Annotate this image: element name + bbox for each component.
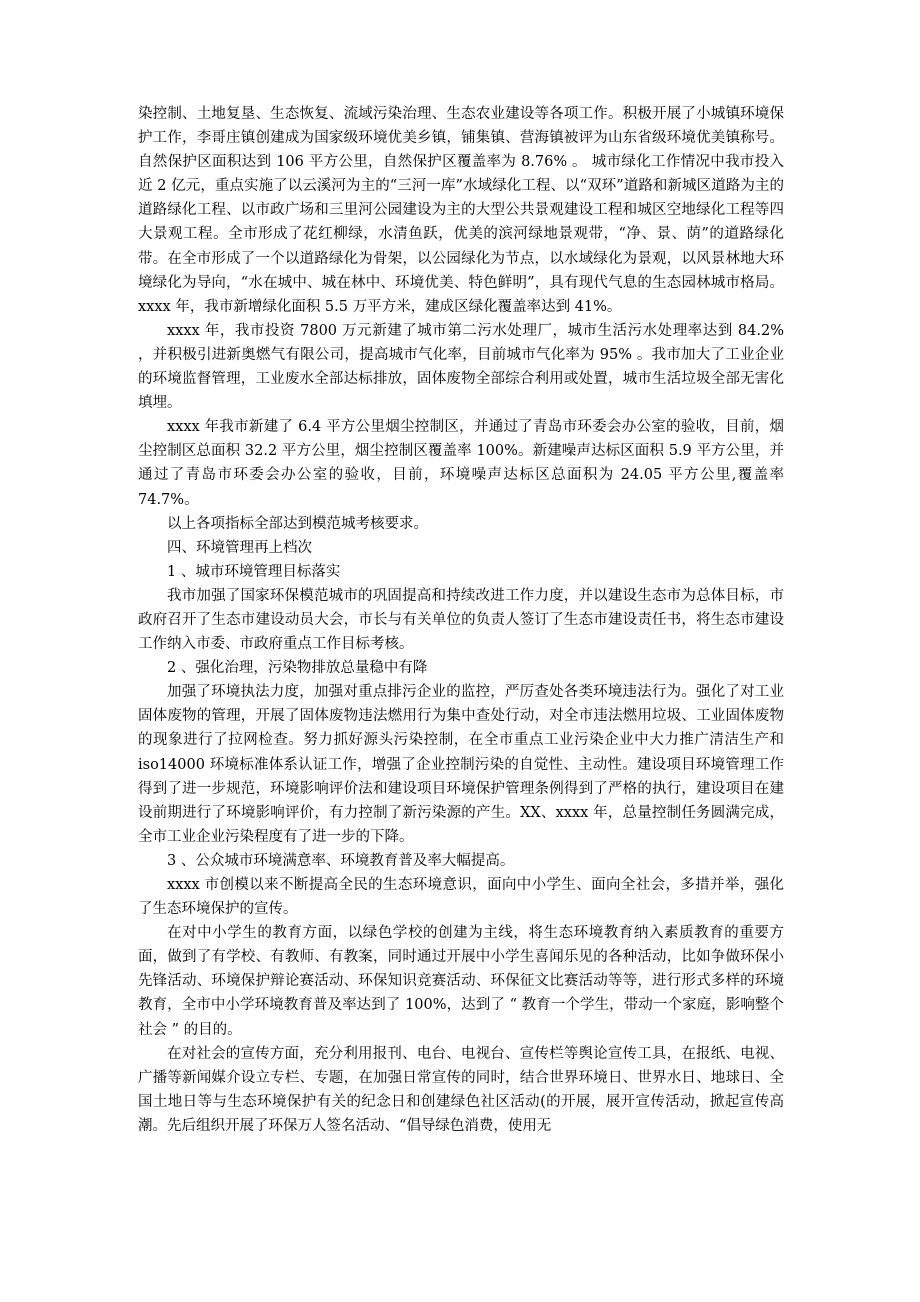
paragraph-9: 在对社会的宣传方面，充分利用报刊、电台、电视台、宣传栏等舆论宣传工具，在报纸、电视、广播等新闻媒介设立专栏、专题，在加强日常宣传的同时，结合世界环境日、世界水日、地球日、全国土地日等与生态环境保护有关的纪念日和创建绿色社区活动(的开展，展开宣传活动，掀起宣传高潮。先后组织开展了环保万人签名活动、“倡导绿色消费，使用无 xyxy=(138,1045,784,1134)
paragraph-4: 以上各项指标全部达到模范城考核要求。 xyxy=(167,515,428,532)
paragraph-7: xxxx 市创模以来不断提高全民的生态环境意识，面向中小学生、面向全社会，多措并举，强化了生态环境保护的宣传。 xyxy=(138,877,784,918)
subheading-3: 3 、公众城市环境满意率、环境教育普及率大幅提高。 xyxy=(167,852,515,869)
paragraph-5: 我市加强了国家环保模范城市的巩固提高和持续改进工作力度，并以建设生态市为总体目标，市政府召开了生态市建设动员大会，市长与有关单位的负责人签订了生态市建设责任书，将生态市建设工作纳入市委、市政府重点工作目标考核。 xyxy=(138,587,784,653)
paragraph-2: xxxx 年，我市投资 7800 万元新建了城市第二污水处理厂，城市生活污水处理率达到 84.2% ，并积极引进新奥燃气有限公司，提高城市气化率，目前城市气化率为 95% 。我市加大了工业企业的环境监督管理，工业废水全部达标排放，固体废物全部综合利用或处置，城市生活垃圾全部无害化填埋。 xyxy=(138,322,784,412)
section-heading-4: 四、环境管理再上档次 xyxy=(167,539,312,556)
paragraph-6: 加强了环境执法力度，加强对重点排污企业的监控，严厉查处各类环境违法行为。强化了对工业固体废物的管理，开展了固体废物违法燃用行为集中查处行动，对全市违法燃用垃圾、工业固体废物的现象进行了拉网检查。努力抓好源头污染控制，在全市重点工业污染企业中大力推广清洁生产和 iso14000 环境标准体系认证工作，增强了企业控制污染的自觉性、主动性。建设项目环境管理工作得到了进一步规范，环境影响评价法和建设项目环境保护管理条例得到了严格的执行，建设项目在建设前期进行了环境影响评价，有力控制了新污染源的产生。XX、xxxx 年，总量控制任务圆满完成，全市工业企业污染程度有了进一步的下降。 xyxy=(138,684,784,845)
subheading-1: 1 、城市环境管理目标落实 xyxy=(167,563,341,580)
document-body xyxy=(138,102,784,1138)
paragraph-8: 在对中小学生的教育方面，以绿色学校的创建为主线，将生态环境教育纳入素质教育的重要方面，做到了有学校、有教师、有教案，同时通过开展中小学生喜闻乐见的各种活动，比如争做环保小先锋活动、环境保护辩论赛活动、环保知识竞赛活动、环保征文比赛活动等等，进行形式多样的环境教育，全市中小学环境教育普及率达到了 100%，达到了 “ 教育一个学生，带动一个家庭，影响整个社会 ” 的目的。 xyxy=(138,925,784,1038)
subheading-2: 2 、强化治理，污染物排放总量稳中有降 xyxy=(167,660,428,677)
paragraph-3: xxxx 年我市新建了 6.4 平方公里烟尘控制区，并通过了青岛市环委会办公室的验收，目前，烟尘控制区总面积 32.2 平方公里，烟尘控制区覆盖率 100%。新建噪声达标区面积 5.9 平方公里，并通过了青岛市环委会办公室的验收，目前，环境噪声达标区总面积为 24.05 平方公里,覆盖率 74.7%。 xyxy=(138,419,784,508)
paragraph-1: 染控制、土地复垦、生态恢复、流域污染治理、生态农业建设等各项工作。积极开展了小城镇环境保护工作，李哥庄镇创建成为国家级环境优美乡镇，铺集镇、营海镇被评为山东省级环境优美镇称号。自然保护区面积达到 106 平方公里，自然保护区覆盖率为 8.76% 。 城市绿化工作情况中我市投入近 2 亿元，重点实施了以云溪河为主的“三河一库”水域绿化工程、以“双环”道路和新城区道路为主的道路绿化工程、以市政广场和三里河公园建设为主的大型公共景观建设工程和城区空地绿化工程等四大景观工程。全市形成了花红柳绿，水清鱼跃，优美的滨河绿地景观带，“净、景、荫”的道路绿化带。在全市形成了一个以道路绿化为骨架，以公园绿化为节点，以水域绿化为景观，以风景林地大环境绿化为导向，“水在城中、城在林中、环境优美、特色鲜明”，具有现代气息的生态园林城市格局。xxxx 年，我市新增绿化面积 5.5 万平方米，建成区绿化覆盖率达到 41%。 xyxy=(138,106,784,315)
